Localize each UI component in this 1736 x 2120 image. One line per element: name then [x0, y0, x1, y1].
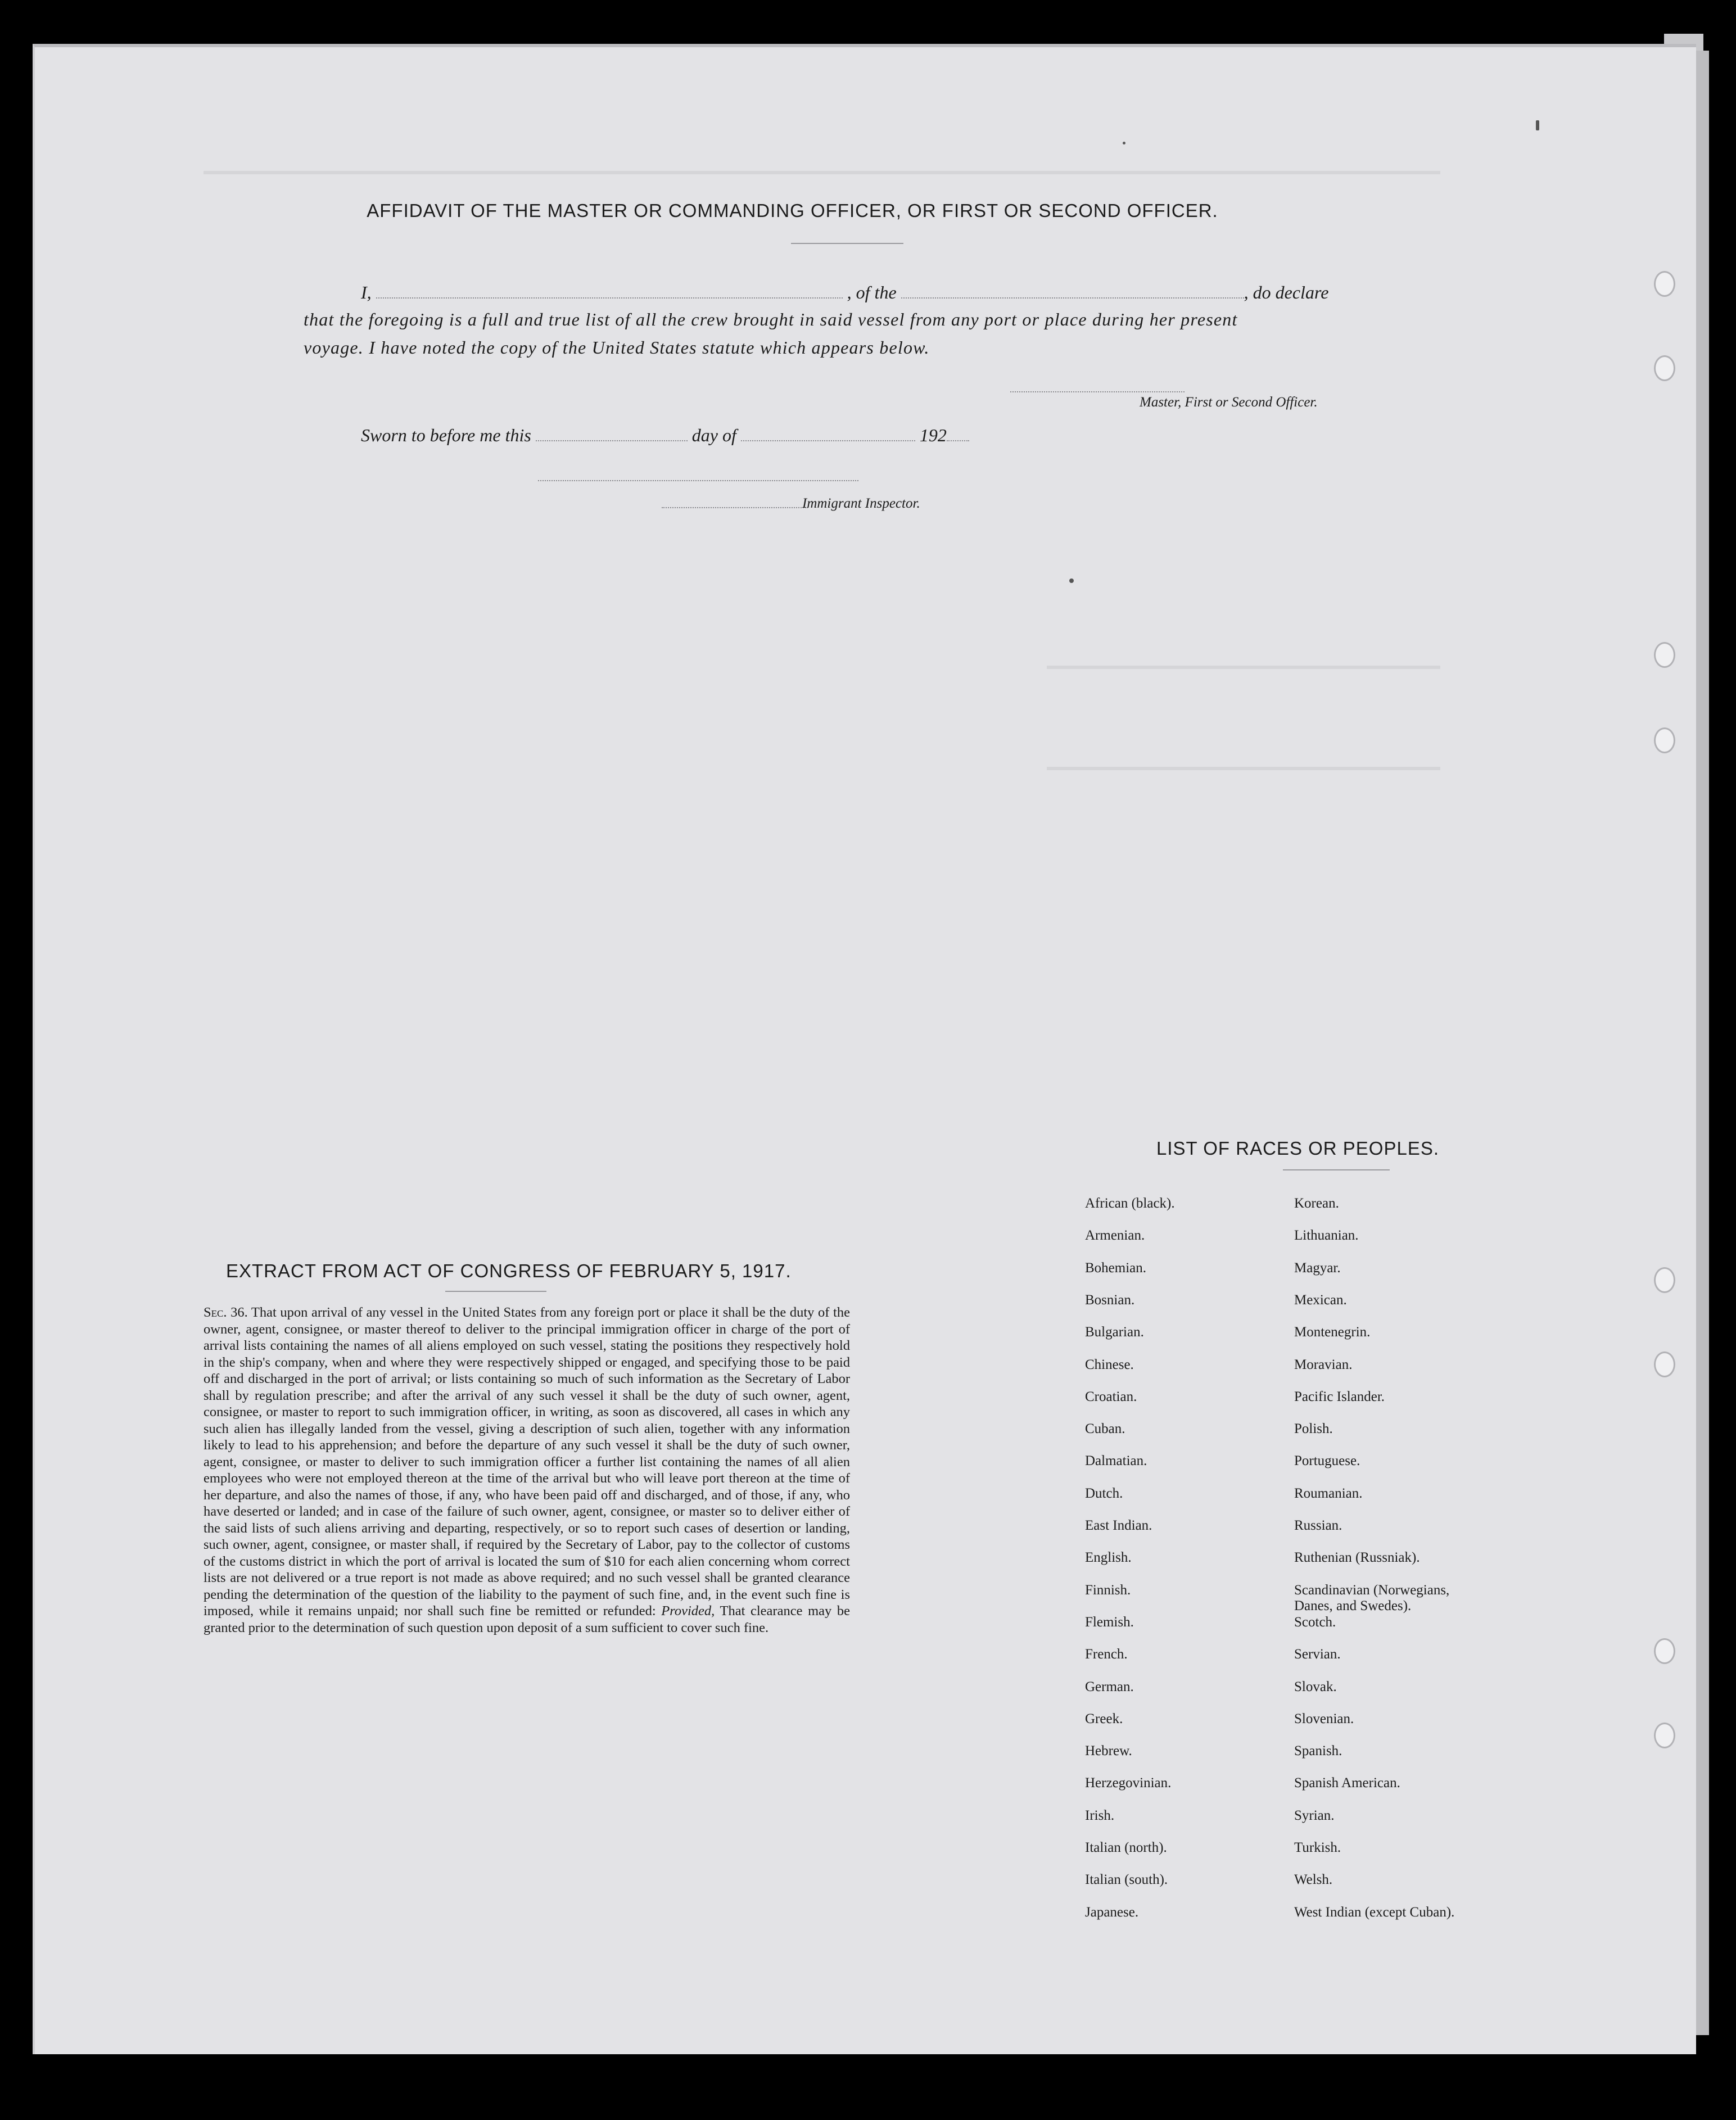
declaration-of-the-label: , of the	[847, 282, 897, 302]
race-item: Greek.	[1085, 1711, 1123, 1726]
race-item: Russian.	[1294, 1518, 1342, 1533]
race-item: Servian.	[1294, 1647, 1341, 1662]
declaration-line-3: voyage. I have noted the copy of the United States statute which appears below.	[304, 337, 930, 358]
binder-hole	[1654, 1267, 1675, 1293]
ink-speck	[1123, 142, 1125, 144]
races-title: LIST OF RACES OR PEOPLES.	[1156, 1138, 1440, 1159]
race-item: Scotch.	[1294, 1614, 1336, 1630]
sworn-prefix: Sworn to before me this	[361, 425, 531, 445]
binder-hole	[1654, 642, 1675, 668]
race-item: Italian (south).	[1085, 1872, 1168, 1888]
section-label: Sec. 36.	[204, 1305, 248, 1320]
race-item: Moravian.	[1294, 1357, 1353, 1372]
race-item: Spanish.	[1294, 1743, 1342, 1759]
extract-text-part1: That upon arrival of any vessel in the United States from any foreign port or place it shall be the duty of the owner, agent, consignee, or master thereof to deliver to the principal immigration officer in charge of the port of arrival lists containing the names of all aliens employed on such vessel, stating the positions they respectively hold in the ship's company, when and where they were respectively shipped or engaged, and specifying those to be paid off and discharged in the port of arrival; or lists containing so much of such information as the Secretary of Labor shall by regulation prescribe; and after the arrival of any such vessel it shall be the duty of such owner, agent, consignee, or master to report to such immigration officer, in writing, as soon as discovered, all cases in which any such alien has illegally landed from the vessel, giving a description of such alien, together with any information likely to lead to his apprehension; and before the departure of any such vessel it shall be the duty of such owner, agent, consignee, or master to deliver to such immigration officer a further list containing the names of all alien employees who were not employed thereon at the time of the arrival but who will leave port thereon at the time of her departure, and also the names of those, if any, who have been paid off and discharged, and of those, if any, who have deserted or landed; and in case of the failure of such owner, agent, consignee, or master so to deliver either of the said lists of such aliens arriving and departing, respectively, or so to report such cases of desertion or landing, such owner, agent, consignee, or master shall, if required by the Secretary of Labor, pay to the collector of customs of the customs district in which the port of arrival is located the sum of $10 for each alien concerning whom correct lists are not delivered or a true report is not made as above required; and no such vessel shall be granted clearance pending the determination of the question of the liability to the payment of such fine, and, in the event such fine is imposed, while it remains unpaid; nor shall such fine be remitted or refunded:	[204, 1305, 850, 1619]
race-item: Bulgarian.	[1085, 1325, 1144, 1340]
race-item: Italian (north).	[1085, 1840, 1167, 1855]
race-item: East Indian.	[1085, 1518, 1152, 1533]
race-item: Ruthenian (Russniak).	[1294, 1550, 1420, 1566]
race-item: Croatian.	[1085, 1389, 1137, 1404]
race-item: West Indian (except Cuban).	[1294, 1904, 1455, 1920]
race-item: Mexican.	[1294, 1292, 1347, 1308]
race-item: Hebrew.	[1085, 1743, 1132, 1759]
sworn-day-field[interactable]	[536, 440, 688, 441]
declaration-do-declare-label: , do declare	[1244, 282, 1329, 302]
race-item: Herzegovinian.	[1085, 1775, 1172, 1791]
sworn-day-of-label: day of	[691, 425, 736, 445]
race-item: Japanese.	[1085, 1904, 1139, 1920]
race-item: English.	[1085, 1550, 1132, 1566]
provided-word: Provided,	[661, 1603, 715, 1619]
race-item: Turkish.	[1294, 1840, 1341, 1855]
race-item: Dalmatian.	[1085, 1453, 1147, 1469]
race-item: Cuban.	[1085, 1421, 1125, 1437]
race-item: Scandinavian (Norwegians, Danes, and Swedes).	[1294, 1582, 1450, 1613]
race-item: Armenian.	[1085, 1228, 1145, 1244]
binder-hole	[1654, 727, 1675, 753]
declaration-line-2: that the foregoing is a full and true list of all the crew brought in said vessel from any port or place during her present	[304, 309, 1238, 329]
sworn-line	[361, 425, 969, 446]
race-item: Roumanian.	[1294, 1485, 1363, 1501]
race-item: Polish.	[1294, 1421, 1333, 1437]
race-item: Welsh.	[1294, 1872, 1333, 1888]
binder-hole	[1654, 355, 1675, 381]
ink-speck	[1536, 120, 1539, 130]
race-item: Montenegrin.	[1294, 1325, 1371, 1340]
inspector-signature-caption: Immigrant Inspector.	[802, 496, 920, 511]
race-item: Magyar.	[1294, 1260, 1341, 1276]
inspector-signature-line[interactable]	[538, 480, 858, 481]
race-item: Spanish American.	[1294, 1775, 1400, 1791]
race-item: German.	[1085, 1679, 1134, 1694]
binder-hole	[1654, 271, 1675, 297]
bleed-through-line	[204, 171, 1440, 174]
race-item: Slovak.	[1294, 1679, 1337, 1694]
race-item: Chinese.	[1085, 1357, 1134, 1372]
binder-hole	[1654, 1638, 1675, 1664]
bleed-through-line	[1047, 767, 1440, 770]
race-item: African (black).	[1085, 1196, 1175, 1211]
race-item: Dutch.	[1085, 1485, 1123, 1501]
binder-hole	[1654, 1723, 1675, 1748]
race-item: French.	[1085, 1647, 1128, 1662]
extract-divider	[445, 1291, 546, 1292]
race-item: Lithuanian.	[1294, 1228, 1359, 1244]
affidavit-title: AFFIDAVIT OF THE MASTER OR COMMANDING OFFICER, OR FIRST OR SECOND OFFICER.	[367, 200, 1218, 221]
extract-text-part2: That clearance may be granted prior to the determination of such question upon deposit of a sum sufficient to cover such fine.	[204, 1603, 851, 1635]
declaration-line-1	[361, 282, 1328, 303]
declaration-i-label: I,	[361, 282, 372, 302]
race-item: Bohemian.	[1085, 1260, 1147, 1276]
race-item: Finnish.	[1085, 1582, 1131, 1598]
document-page	[33, 44, 1696, 2054]
extract-body	[204, 1304, 850, 1636]
race-item: Irish.	[1085, 1807, 1115, 1823]
race-item: Bosnian.	[1085, 1292, 1135, 1308]
bleed-through-line	[1047, 666, 1440, 669]
race-item: Slovenian.	[1294, 1711, 1354, 1726]
race-item: Pacific Islander.	[1294, 1389, 1385, 1404]
sworn-year-field[interactable]	[947, 440, 969, 441]
sworn-year-label: 192	[919, 425, 947, 445]
title-divider	[791, 243, 903, 244]
ink-speck	[1069, 578, 1074, 583]
race-item: Flemish.	[1085, 1614, 1134, 1630]
vessel-name-field[interactable]	[901, 297, 1244, 299]
race-item: Portuguese.	[1294, 1453, 1360, 1469]
race-item: Korean.	[1294, 1196, 1339, 1211]
master-signature-line[interactable]	[1010, 391, 1185, 392]
master-signature-caption: Master, First or Second Officer.	[1140, 395, 1318, 410]
race-item: Syrian.	[1294, 1807, 1335, 1823]
binder-hole	[1654, 1351, 1675, 1377]
master-name-field[interactable]	[376, 297, 843, 299]
inspector-caption-rule	[662, 507, 808, 508]
extract-title: EXTRACT FROM ACT OF CONGRESS OF FEBRUARY 5, 1917.	[226, 1260, 792, 1281]
sworn-month-field[interactable]	[741, 440, 915, 441]
races-divider	[1283, 1169, 1390, 1170]
